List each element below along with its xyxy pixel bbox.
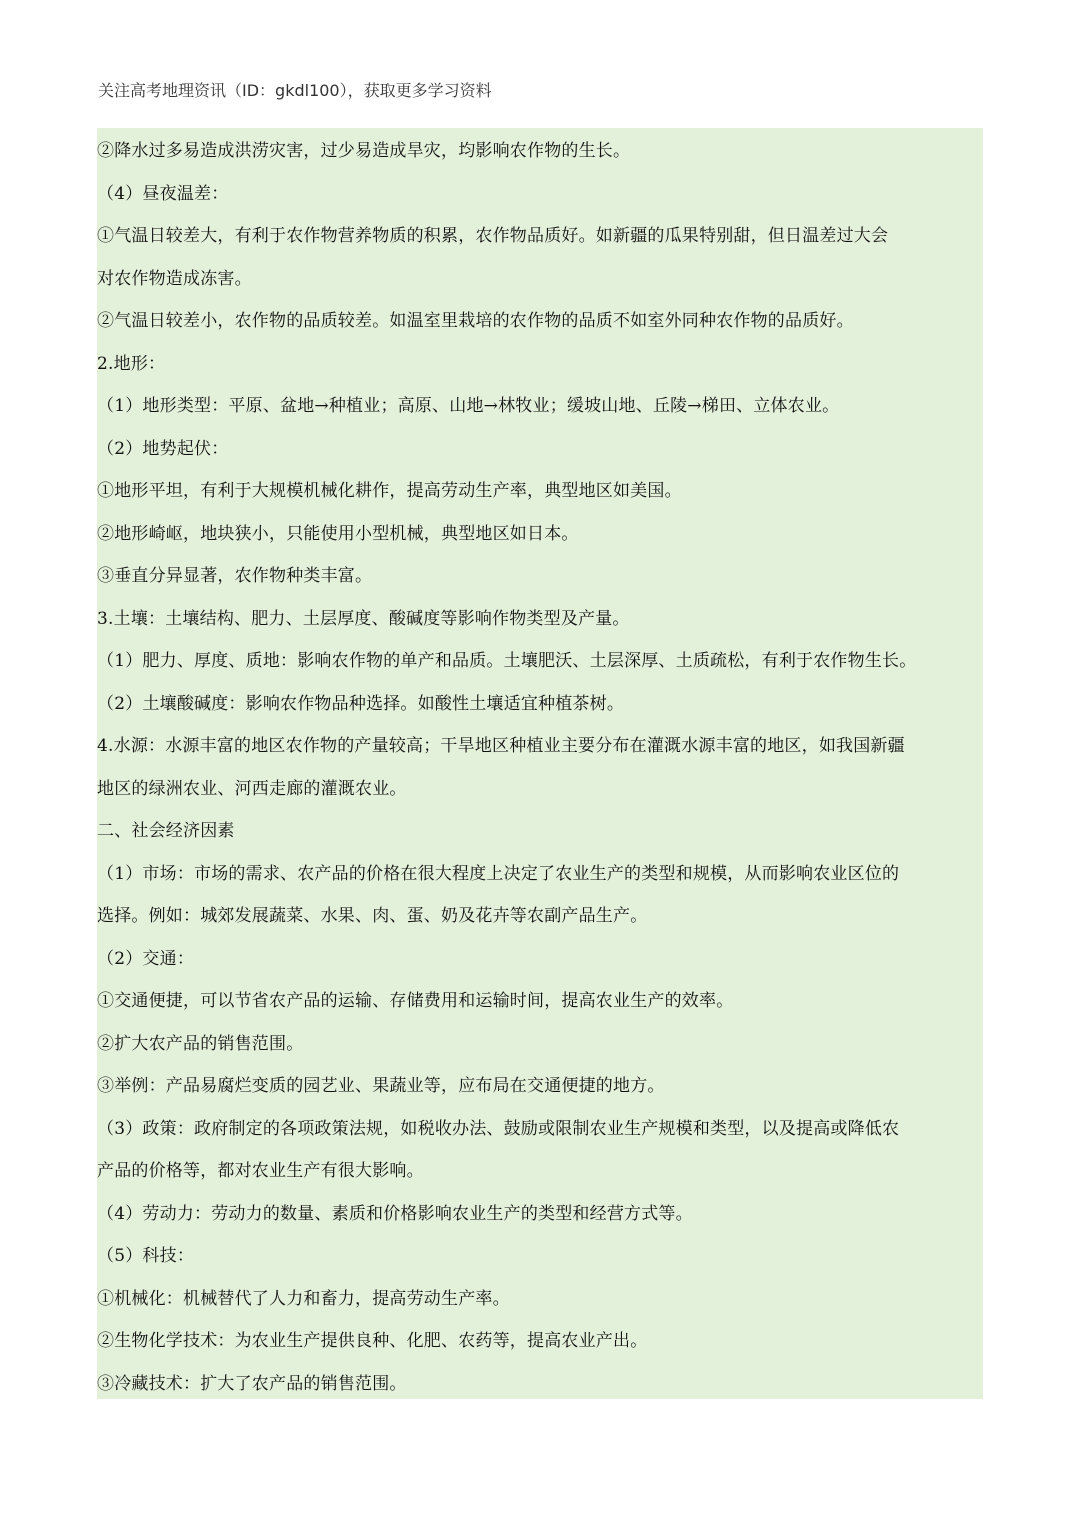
page-header: 关注高考地理资讯（ID：gkdl100），获取更多学习资料: [98, 81, 492, 100]
text-line: 2.地形：: [97, 353, 166, 374]
text-line: 对农作物造成冻害。: [97, 268, 252, 289]
text-line: （2）土壤酸碱度：影响农作物品种选择。如酸性土壤适宜种植茶树。: [97, 693, 625, 714]
text-line: （2）地势起伏：: [97, 438, 229, 459]
text-line: ③冷藏技术：扩大了农产品的销售范围。: [97, 1373, 407, 1394]
text-line: ③举例：产品易腐烂变质的园艺业、果蔬业等，应布局在交通便捷的地方。: [97, 1076, 665, 1096]
text-line: 选择。例如：城郊发展蔬菜、水果、肉、蛋、奶及花卉等农副产品生产。: [97, 906, 648, 926]
text-line: 地区的绿洲农业、河西走廊的灌溉农业。: [97, 778, 407, 799]
text-line: （5）科技：: [97, 1246, 195, 1266]
text-line: （2）交通：: [97, 948, 195, 969]
text-line: ②气温日较差小，农作物的品质较差。如温室里栽培的农作物的品质不如室外同种农作物的品质好。: [97, 311, 854, 331]
text-line: ②降水过多易造成洪涝灾害，过少易造成旱灾，均影响农作物的生长。: [97, 141, 631, 161]
text-line: 3.土壤：土壤结构、肥力、土层厚度、酸碱度等影响作物类型及产量。: [97, 608, 630, 629]
text-line: ③垂直分异显著，农作物种类丰富。: [97, 566, 373, 586]
text-line: ①气温日较差大，有利于农作物营养物质的积累，农作物品质好。如新疆的瓜果特别甜，但日温差过大会: [97, 226, 889, 246]
text-line: ②扩大农产品的销售范围。: [97, 1033, 304, 1054]
text-line: （1）地形类型：平原、盆地→种植业；高原、山地→林牧业；缓坡山地、丘陵→梯田、立体农业。: [97, 396, 840, 416]
text-line: （4）昼夜温差：: [97, 183, 229, 204]
text-line: （4）劳动力：劳动力的数量、素质和价格影响农业生产的类型和经营方式等。: [97, 1203, 693, 1224]
text-line: （3）政策：政府制定的各项政策法规，如税收办法、鼓励或限制农业生产规模和类型，以及提高或降低农: [97, 1118, 900, 1139]
content-box: [97, 128, 983, 1399]
text-line: ①交通便捷，可以节省农产品的运输、存储费用和运输时间，提高农业生产的效率。: [97, 991, 734, 1011]
text-line: （1）市场：市场的需求、农产品的价格在很大程度上决定了农业生产的类型和规模，从而影响农业区位的: [97, 863, 900, 884]
text-line: 产品的价格等，都对农业生产有很大影响。: [97, 1161, 424, 1181]
text-line: ①机械化：机械替代了人力和畜力，提高劳动生产率。: [97, 1288, 510, 1309]
text-line: 二、社会经济因素: [97, 821, 235, 841]
text-line: ②地形崎岖，地块狭小，只能使用小型机械，典型地区如日本。: [97, 523, 579, 544]
text-line: 4.水源：水源丰富的地区农作物的产量较高；干旱地区种植业主要分布在灌溉水源丰富的地区，如我国新疆: [97, 736, 905, 756]
text-line: ②生物化学技术：为农业生产提供良种、化肥、农药等，提高农业产出。: [97, 1331, 648, 1351]
text-line: （1）肥力、厚度、质地：影响农作物的单产和品质。土壤肥沃、土层深厚、土质疏松，有利于农作物生长。: [97, 651, 917, 671]
text-line: ①地形平坦，有利于大规模机械化耕作，提高劳动生产率，典型地区如美国。: [97, 481, 682, 501]
